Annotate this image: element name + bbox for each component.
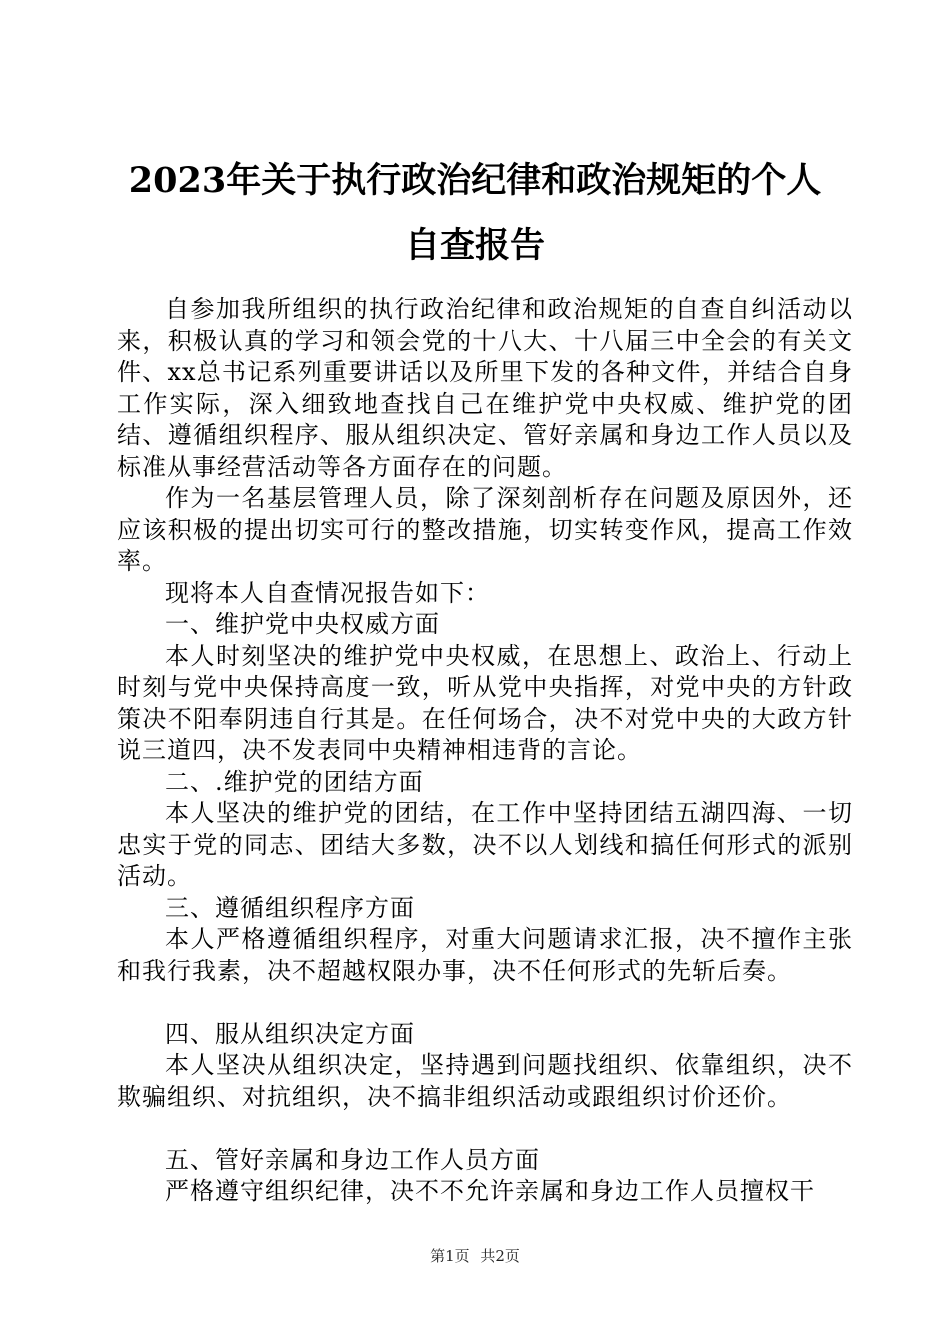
section-heading-1: 一、维护党中央权威方面 (165, 610, 440, 638)
page-total: 共2页 (480, 1247, 520, 1265)
section-heading-5: 五、管好亲属和身边工作人员方面 (165, 1145, 540, 1174)
section-body-1: 本人时刻坚决的维护党中央权威，在思想上、政治上、行动上时刻与党中央保持高度一致，听从党中央指挥，对党中央的方针政策决不阳奉阴违自行其是。在任何场合，决不对党中央的大政方针说三道四，决不发表同中央精神相违背的言论。 (117, 641, 853, 764)
section-heading-4: 四、服从组织决定方面 (165, 1019, 415, 1048)
section-heading-2: 二、.维护党的团结方面 (165, 767, 424, 796)
paragraph-intro: 自参加我所组织的执行政治纪律和政治规矩的自查自纠活动以来，积极认真的学习和领会党的十八大、十八届三中全会的有关文件、xx总书记系列重要讲话以及所里下发的各种文件，并结合自身工作实际，深入细致地查找自己在维护党中央权威、维护党的团结、遵循组织程序、服从组织决定、管好亲属和身边工作人员以及标准从事经营活动等各方面存在的问题。 (117, 295, 853, 481)
section-heading-3: 三、遵循组织程序方面 (165, 893, 415, 922)
document-body (117, 294, 853, 1208)
section-body-4: 本人坚决从组织决定，坚持遇到问题找组织、依靠组织，决不欺骗组织、对抗组织，决不搞非组织活动或跟组织讨价还价。 (117, 1051, 853, 1111)
section-body-3: 本人严格遵循组织程序，对重大问题请求汇报，决不擅作主张和我行我素，决不超越权限办事，决不任何形式的先斩后奏。 (117, 925, 853, 985)
page-footer (0, 1245, 950, 1266)
paragraph-lead-in: 现将本人自查情况报告如下： (165, 578, 490, 607)
page-number: 第1页 (430, 1247, 470, 1265)
section-body-2: 本人坚决的维护党的团结，在工作中坚持团结五湖四海、一切忠实于党的同志、团结大多数，决不以人划线和搞任何形式的派别活动。 (117, 799, 853, 890)
document-title-line-2: 自查报告 (404, 225, 545, 266)
section-body-5: 严格遵守组织纪律，决不不允许亲属和身边工作人员擅权干 (165, 1177, 815, 1205)
document-title-line-1: 2023年关于执行政治纪律和政治规矩的个人 (128, 160, 822, 201)
paragraph-purpose: 作为一名基层管理人员，除了深刻剖析存在问题及原因外，还应该积极的提出切实可行的整改措施，切实转变作风，提高工作效率。 (117, 484, 853, 575)
